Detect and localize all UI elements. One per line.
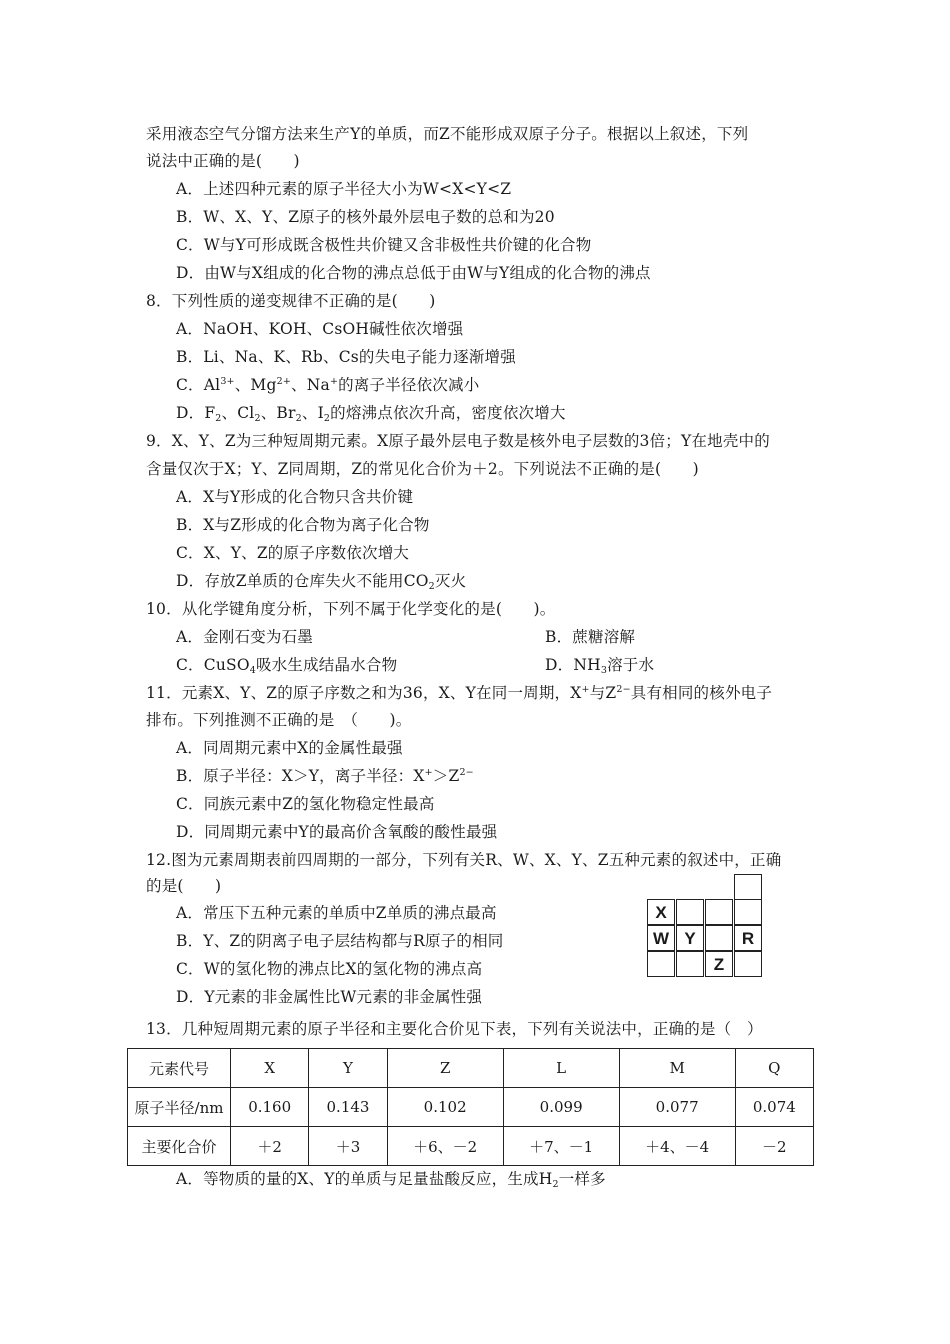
pt-cell-w: W [647, 925, 675, 951]
element-code-cell: M [619, 1049, 735, 1088]
q11-option-a[interactable]: A．同周期元素中X的金属性最强 [176, 739, 403, 757]
q7-option-a[interactable]: A．上述四种元素的原子半径大小为W<X<Y<Z [176, 180, 512, 198]
radius-cell: 0.160 [231, 1088, 309, 1127]
q8-d-sub-3: 2 [295, 413, 302, 424]
q13-a-prefix: A．等物质的量的X、Y的单质与足量盐酸反应，生成H [176, 1170, 553, 1188]
element-code-cell: Y [309, 1049, 387, 1088]
q12-option-c[interactable]: C．W的氢化物的沸点比X的氢化物的沸点高 [176, 960, 483, 978]
periodic-table-fragment [647, 874, 763, 980]
q11-stem-mid: 与Z [589, 684, 617, 702]
q8-c-charge-mg: 2+ [276, 376, 292, 387]
q8-c-suffix: 的离子半径依次减小 [338, 376, 480, 394]
pt-cell-empty [705, 925, 733, 951]
radius-cell: 0.102 [387, 1088, 503, 1127]
q12-option-b[interactable]: B．Y、Z的阴离子电子层结构都与R原子的相同 [176, 932, 504, 950]
pt-cell-y: Y [676, 925, 704, 951]
q11-stem-charge-x: + [581, 684, 590, 695]
pt-cell-empty [676, 899, 704, 925]
q9-stem-line-2: 含量仅次于X；Y、Z同周期，Z的常见化合价为＋2。下列说法不正确的是( ) [146, 460, 699, 478]
q9-d-suffix: 灭火 [434, 572, 467, 590]
valence-cell: －2 [735, 1127, 813, 1166]
q11-stem-charge-z: 2− [616, 684, 631, 695]
q8-c-charge-na: + [329, 376, 339, 387]
element-data-table [127, 1048, 814, 1166]
q13-a-sub: 2 [552, 1179, 559, 1190]
q8-d-suffix: 的熔沸点依次升高，密度依次增大 [330, 404, 566, 422]
q10-option-d[interactable] [545, 655, 654, 675]
q8-c-prefix: C．Al [176, 376, 221, 394]
element-code-cell: Z [387, 1049, 503, 1088]
element-code-cell: L [503, 1049, 619, 1088]
q11-stem-line-2: 排布。下列推测不正确的是 （ )。 [146, 711, 412, 729]
valence-cell: ＋3 [309, 1127, 387, 1166]
valence-cell: ＋6、－2 [387, 1127, 503, 1166]
pt-cell-empty [734, 874, 762, 900]
radius-cell: 0.077 [619, 1088, 735, 1127]
q13-a-suffix: 一样多 [558, 1170, 606, 1188]
valence-cell: ＋2 [231, 1127, 309, 1166]
q11-b-mid: ＞Z [432, 767, 460, 785]
q11-stem-suffix: 具有相同的核外电子 [630, 684, 773, 702]
q12-option-d[interactable]: D．Y元素的非金属性比W元素的非金属性强 [176, 988, 483, 1006]
q8-d-sub-2: 2 [254, 413, 261, 424]
pt-cell-empty [647, 951, 675, 977]
q9-option-a[interactable]: A．X与Y形成的化合物只含共价键 [176, 488, 414, 506]
q9-option-c[interactable]: C．X、Y、Z的原子序数依次增大 [176, 544, 410, 562]
pt-cell-empty [734, 899, 762, 925]
q13-stem: 13．几种短周期元素的原子半径和主要化合价见下表，下列有关说法中，正确的是（ ） [146, 1020, 763, 1038]
pt-cell-empty [676, 951, 704, 977]
row-label-element-code: 元素代号 [128, 1049, 231, 1088]
table-row [128, 1088, 814, 1127]
q8-d-mid-1: 、Cl [221, 404, 255, 422]
q8-option-a[interactable]: A．NaOH、KOH、CsOH碱性依次增强 [176, 320, 464, 338]
q12-option-a[interactable]: A．常压下五种元素的单质中Z单质的沸点最高 [176, 904, 497, 922]
q7-option-b[interactable]: B．W、X、Y、Z原子的核外最外层电子数的总和为20 [176, 208, 555, 226]
pt-cell-r: R [734, 925, 762, 951]
q8-d-prefix: D．F [176, 404, 216, 422]
table-row [128, 1127, 814, 1166]
q8-option-b[interactable]: B．Li、Na、K、Rb、Cs的失电子能力逐渐增强 [176, 348, 516, 366]
element-code-cell: Q [735, 1049, 813, 1088]
q9-d-prefix: D．存放Z单质的仓库失火不能用CO [176, 572, 429, 590]
radius-cell: 0.074 [735, 1088, 813, 1127]
q10-option-a[interactable]: A．金刚石变为石墨 [176, 628, 313, 646]
q11-option-b[interactable] [176, 766, 474, 786]
q10-c-prefix: C．CuSO [176, 656, 250, 674]
radius-cell: 0.143 [309, 1088, 387, 1127]
q11-b-charge-x: + [424, 767, 433, 778]
q10-d-prefix: D．NH [545, 656, 601, 674]
table-row [128, 1049, 814, 1088]
q8-d-mid-3: 、I [301, 404, 324, 422]
valence-cell: ＋7、－1 [503, 1127, 619, 1166]
q12-stem-line-2: 的是( ) [146, 877, 222, 895]
row-label-atomic-radius: 原子半径/nm [128, 1088, 231, 1127]
element-code-cell: X [231, 1049, 309, 1088]
pt-cell-empty [734, 951, 762, 977]
q12-stem-line-1: 12.图为元素周期表前四周期的一部分，下列有关R、W、X、Y、Z五种元素的叙述中，正确 [146, 851, 782, 869]
q10-stem: 10．从化学键角度分析，下列不属于化学变化的是( )。 [146, 600, 556, 618]
q10-d-sub: 3 [600, 665, 608, 676]
valence-cell: ＋4、－4 [619, 1127, 735, 1166]
q7-stem-line-2: 说法中正确的是( ) [146, 152, 300, 170]
q11-b-charge-z: 2− [459, 767, 474, 778]
q8-option-c[interactable] [176, 375, 479, 395]
q8-c-mid-2: 、Na [291, 376, 330, 394]
q10-c-suffix: 吸水生成结晶水合物 [255, 656, 398, 674]
q7-option-d[interactable]: D．由W与X组成的化合物的沸点总低于由W与Y组成的化合物的沸点 [176, 264, 651, 282]
q9-option-b[interactable]: B．X与Z形成的化合物为离子化合物 [176, 516, 430, 534]
q10-c-sub: 4 [249, 665, 256, 676]
row-label-valence: 主要化合价 [128, 1127, 231, 1166]
q11-option-c[interactable]: C．同族元素中Z的氢化物稳定性最高 [176, 795, 435, 813]
pt-cell-x: X [647, 899, 675, 925]
q8-c-charge-al: 3+ [220, 376, 235, 387]
q8-d-sub-1: 2 [215, 413, 222, 424]
q8-stem: 8．下列性质的递变规律不正确的是( ) [146, 292, 436, 310]
q9-option-d[interactable] [176, 571, 466, 591]
pt-cell-z: Z [705, 951, 733, 977]
q8-d-sub-4: 2 [323, 413, 331, 424]
q8-c-mid-1: 、Mg [234, 376, 277, 394]
q10-option-b[interactable]: B．蔗糖溶解 [545, 628, 636, 646]
q9-stem-line-1: 9．X、Y、Z为三种短周期元素。X原子最外层电子数是核外电子层数的3倍；Y在地壳中的 [146, 432, 770, 450]
q8-option-d[interactable] [176, 403, 566, 423]
q10-d-suffix: 溶于水 [607, 656, 655, 674]
q11-b-prefix: B．原子半径：X＞Y，离子半径：X [176, 767, 425, 785]
q8-d-mid-2: 、Br [260, 404, 296, 422]
radius-cell: 0.099 [503, 1088, 619, 1127]
q7-stem-line-1: 采用液态空气分馏方法来生产Y的单质，而Z不能形成双原子分子。根据以上叙述，下列 [146, 125, 749, 143]
q13-option-a[interactable] [176, 1169, 606, 1189]
q9-d-sub: 2 [428, 581, 435, 592]
q10-option-c[interactable] [176, 655, 397, 675]
pt-cell-empty [705, 899, 733, 925]
q11-stem-line-1 [146, 683, 772, 703]
q11-stem-prefix: 11．元素X、Y、Z的原子序数之和为36，X、Y在同一周期，X [146, 684, 582, 702]
q11-option-d[interactable]: D．同周期元素中Y的最高价含氧酸的酸性最强 [176, 823, 498, 841]
q7-option-c[interactable]: C．W与Y可形成既含极性共价键又含非极性共价键的化合物 [176, 236, 592, 254]
